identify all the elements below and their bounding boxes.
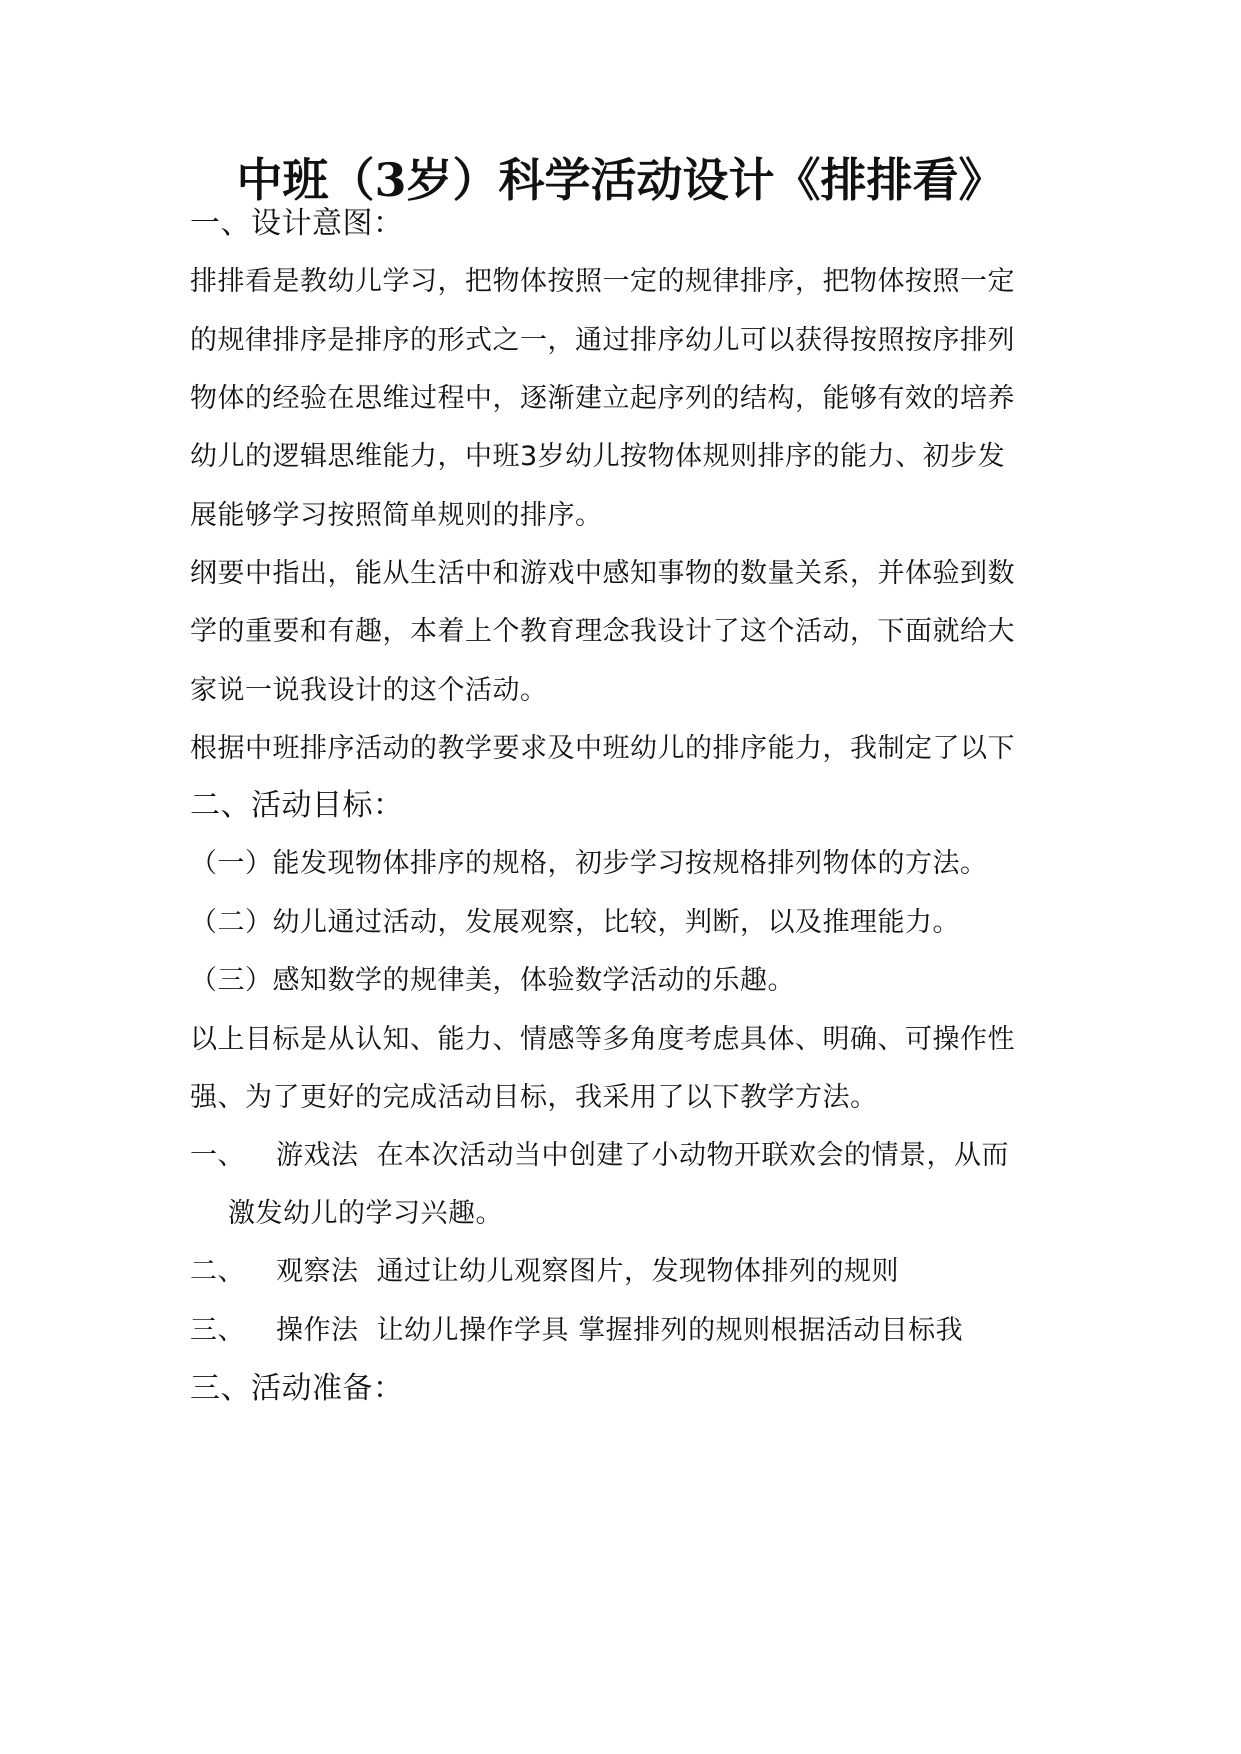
method-name: 观察法 [276,1256,359,1287]
method-description: 在本次活动当中创建了小动物开联欢会的情景，从而 [376,1140,1009,1171]
section-heading-design-intent: 一、设计意图： [190,206,404,241]
paragraph-line: 展能够学习按照简单规则的排序。 [190,500,603,531]
document-title: 中班（3岁）科学活动设计《排排看》 [236,153,1005,207]
paragraph-line: 的规律排序是排序的形式之一，通过排序幼儿可以获得按照按序排列 [190,325,1015,356]
paragraph-line: 家说一说我设计的这个活动。 [190,675,548,706]
method-item [190,1138,1070,1174]
objective-item: （一）能发现物体排序的规格，初步学习按规格排列物体的方法。 [190,848,988,879]
objective-item: （二）幼儿通过活动，发展观察，比较，判断，以及推理能力。 [190,907,960,938]
paragraph-line: 强、为了更好的完成活动目标，我采用了以下教学方法。 [190,1082,878,1113]
section-heading-activity-preparation: 三、活动准备： [190,1371,404,1406]
paragraph-line: 以上目标是从认知、能力、情感等多角度考虑具体、明确、可操作性 [190,1024,1015,1055]
method-item [190,1254,1070,1290]
paragraph-line: 根据中班排序活动的教学要求及中班幼儿的排序能力，我制定了以下 [190,733,1015,764]
paragraph-line: 排排看是教幼儿学习，把物体按照一定的规律排序，把物体按照一定 [190,266,1015,297]
paragraph-line: 幼儿的逻辑思维能力，中班3岁幼儿按物体规则排序的能力、初步发 [190,441,1006,472]
method-continuation: 激发幼儿的学习兴趣。 [228,1198,503,1229]
paragraph-line: 物体的经验在思维过程中，逐渐建立起序列的结构，能够有效的培养 [190,383,1015,414]
paragraph-line: 纲要中指出，能从生活中和游戏中感知事物的数量关系，并体验到数 [190,558,1015,589]
section-heading-activity-goals: 二、活动目标： [190,788,404,823]
method-number: 二、 [190,1256,245,1287]
method-name: 游戏法 [276,1140,359,1171]
objective-item: （三）感知数学的规律美，体验数学活动的乐趣。 [190,965,795,996]
paragraph-line: 学的重要和有趣，本着上个教育理念我设计了这个活动，下面就给大 [190,616,1015,647]
method-item [190,1313,1070,1349]
method-number: 三、 [190,1315,245,1346]
method-name: 操作法 [276,1315,359,1346]
method-description: 通过让幼儿观察图片，发现物体排列的规则 [376,1256,899,1287]
method-number: 一、 [190,1140,245,1171]
method-description: 让幼儿操作学具 掌握排列的规则根据活动目标我 [376,1315,964,1346]
